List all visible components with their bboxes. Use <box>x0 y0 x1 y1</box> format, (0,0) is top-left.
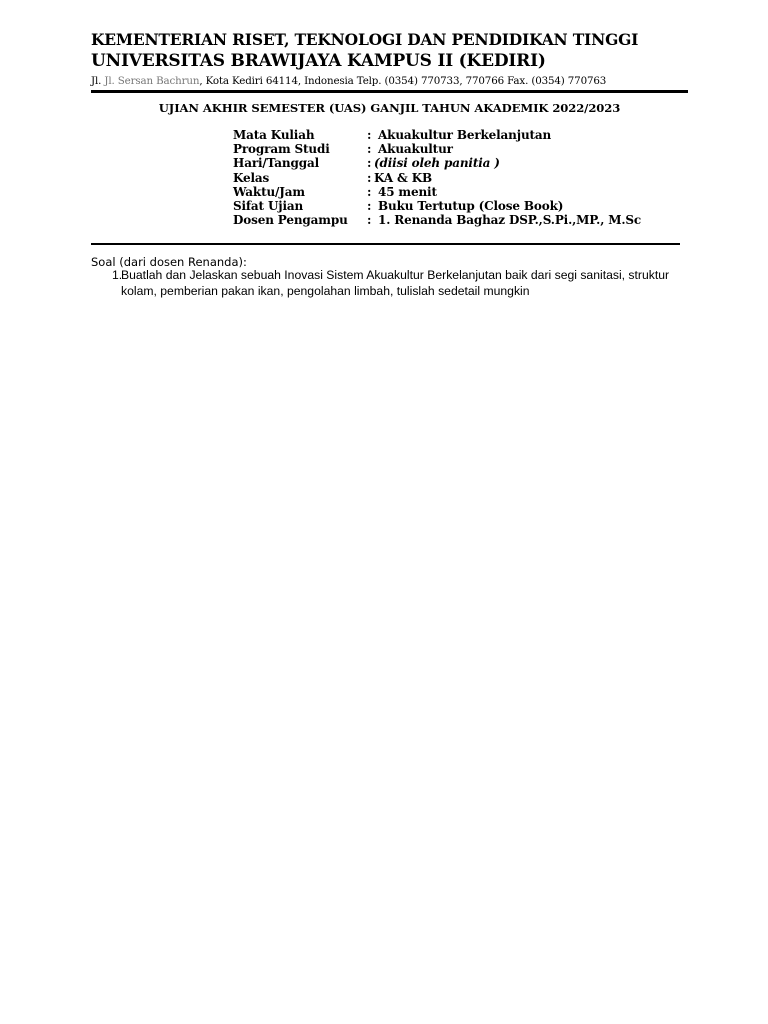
info-value <box>373 156 641 170</box>
info-value: KA & KB <box>374 170 432 185</box>
info-colon: : <box>367 213 372 228</box>
info-value: 1. Renanda Baghaz DSP.,S.Pi.,MP., M.Sc <box>378 213 642 228</box>
info-row-class <box>233 171 641 185</box>
header-divider <box>91 90 688 93</box>
info-value: 45 menit <box>378 184 437 199</box>
exam-title: UJIAN AKHIR SEMESTER (UAS) GANJIL TAHUN AKADEMIK 2022/2023 <box>158 101 621 115</box>
letterhead <box>91 30 691 88</box>
question-number: 1. <box>112 268 123 282</box>
info-colon: : <box>367 198 372 213</box>
info-row-course <box>233 128 641 142</box>
info-row-lecturer <box>233 213 641 227</box>
info-row-date <box>233 156 641 170</box>
info-colon: : <box>367 184 372 199</box>
info-value: Akuakultur <box>378 142 453 157</box>
info-label: Program Studi <box>233 142 330 157</box>
questions-heading: Soal (dari dosen Renanda): <box>91 255 247 269</box>
info-colon: : <box>367 142 372 157</box>
info-label: Mata Kuliah <box>233 128 315 142</box>
question-item <box>91 268 691 299</box>
info-row-program <box>233 142 641 156</box>
info-value: Buku Tertutup (Close Book) <box>378 198 564 213</box>
university-name: UNIVERSITAS BRAWIJAYA KAMPUS II (KEDIRI) <box>91 51 546 71</box>
info-colon: : <box>367 170 372 185</box>
exam-info-table <box>233 128 641 227</box>
info-value-italic: (diisi oleh panitia ) <box>374 156 500 171</box>
info-label: Waktu/Jam <box>233 184 305 199</box>
info-colon: : <box>367 156 372 171</box>
question-text: Buatlah dan Jelaskan sebuah Inovasi Sistem Akuakultur Berkelanjutan baik dari segi sanitasi, struktur kolam, pemberian pakan ikan, pengolahan limbah, tulislah sedetail mungkin <box>121 268 670 298</box>
ministry-name: KEMENTERIAN RISET, TEKNOLOGI DAN PENDIDIKAN TINGGI <box>91 30 639 49</box>
address-street: Jl. Sersan Bachrun <box>104 75 200 87</box>
info-colon: : <box>367 128 372 142</box>
info-row-duration <box>233 185 641 199</box>
info-label: Sifat Ujian <box>233 198 304 213</box>
info-label: Dosen Pengampu <box>233 213 348 228</box>
info-label: Kelas <box>233 170 270 185</box>
university-address <box>91 74 691 88</box>
address-prefix: Jl. <box>91 75 105 87</box>
info-label: Hari/Tanggal <box>233 156 319 171</box>
info-row-exam-type <box>233 199 641 213</box>
info-value: Akuakultur Berkelanjutan <box>378 128 552 142</box>
section-divider <box>91 243 680 245</box>
address-rest: , Kota Kediri 64114, Indonesia Telp. (0354) 770733, 770766 Fax. (0354) 770763 <box>199 75 607 87</box>
